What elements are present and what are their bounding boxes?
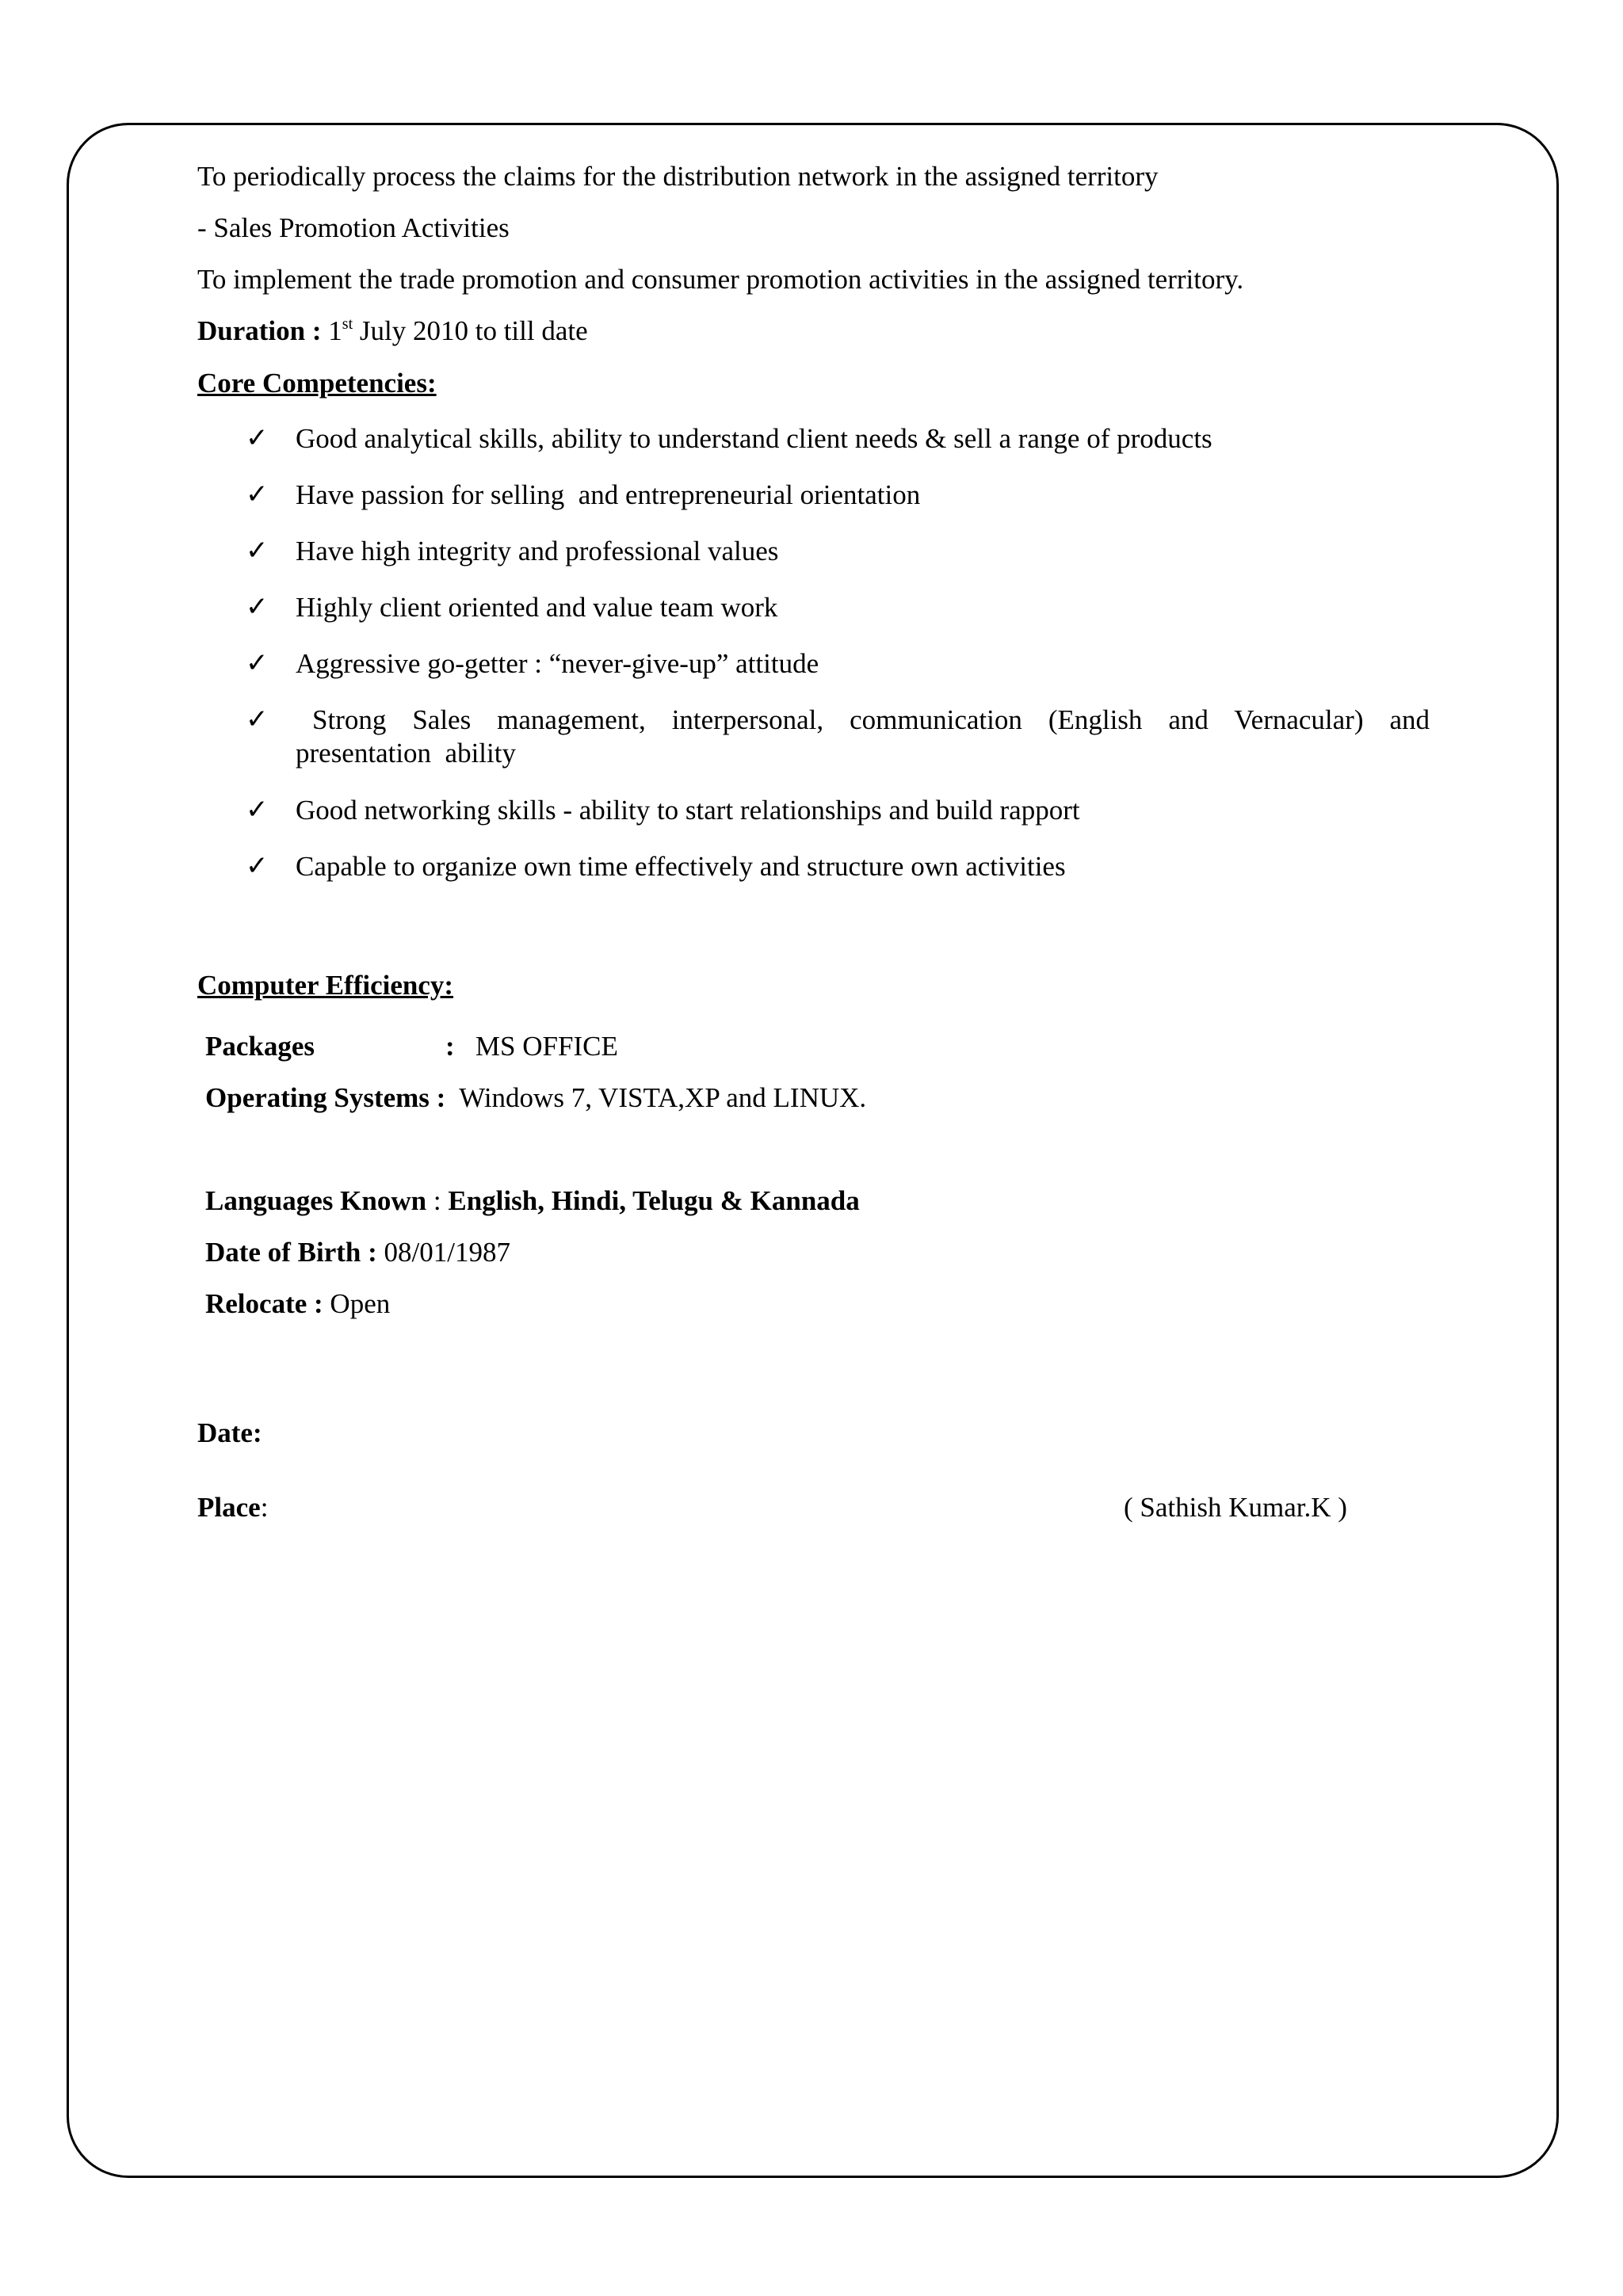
- intro-line-claims: To periodically process the claims for the distribution network in the assigned territory: [197, 161, 1159, 192]
- duration-day: 1: [328, 315, 342, 346]
- packages-value: MS OFFICE: [475, 1031, 618, 1062]
- competency-text: Have high integrity and professional values: [296, 536, 779, 566]
- competency-text: Good analytical skills, ability to understand client needs & sell a range of products: [296, 423, 1212, 454]
- languages-line: [205, 1184, 860, 1218]
- check-icon: ✓: [246, 591, 269, 623]
- check-icon: ✓: [246, 704, 269, 735]
- computer-efficiency-heading: Computer Efficiency:: [197, 970, 454, 1001]
- packages-label: Packages: [205, 1031, 315, 1062]
- date-label: Date:: [197, 1417, 262, 1448]
- place-label: Place: [197, 1492, 261, 1523]
- competency-text: Have passion for selling and entrepreneurial orientation: [296, 479, 921, 510]
- check-icon: ✓: [246, 479, 269, 510]
- check-icon: ✓: [246, 535, 269, 566]
- packages-separator: :: [445, 1031, 455, 1062]
- languages-value: English, Hindi, Telugu & Kannada: [448, 1185, 860, 1216]
- languages-label: Languages Known: [205, 1185, 427, 1216]
- intro-line-trade-promotion: To implement the trade promotion and consumer promotion activities in the assigned territory.: [197, 264, 1244, 295]
- duration-line: [197, 315, 588, 348]
- relocate-line: [205, 1287, 390, 1321]
- duration-value: July 2010 to till date: [359, 315, 588, 346]
- check-icon: ✓: [246, 794, 269, 826]
- check-icon: ✓: [246, 422, 269, 454]
- relocate-value: Open: [330, 1288, 391, 1319]
- check-icon: ✓: [246, 850, 269, 882]
- duration-label: Duration :: [197, 315, 322, 346]
- relocate-label: Relocate :: [205, 1288, 323, 1319]
- competency-text: Strong Sales management, interpersonal, communication (English and Vernacular) and: [312, 704, 1430, 735]
- languages-separator: :: [433, 1185, 441, 1216]
- check-icon: ✓: [246, 647, 269, 679]
- packages-line: [205, 1030, 618, 1063]
- competency-text: Highly client oriented and value team work: [296, 592, 778, 623]
- place-line: [197, 1491, 268, 1524]
- competency-text: Capable to organize own time effectively and structure own activities: [296, 851, 1066, 882]
- signature: ( Sathish Kumar.K ): [1124, 1492, 1347, 1523]
- dob-value: 08/01/1987: [384, 1237, 510, 1268]
- place-separator: :: [260, 1492, 269, 1523]
- dob-label: Date of Birth :: [205, 1237, 377, 1268]
- competency-text: Good networking skills - ability to start relationships and build rapport: [296, 795, 1080, 826]
- competency-text-continuation: presentation ability: [296, 738, 516, 769]
- dob-line: [205, 1236, 510, 1269]
- duration-day-suffix: st: [342, 315, 353, 333]
- os-value: Windows 7, VISTA,XP and LINUX.: [459, 1082, 867, 1113]
- os-line: [205, 1081, 866, 1115]
- os-label: Operating Systems :: [205, 1082, 446, 1113]
- competency-text-block: [296, 704, 1430, 770]
- intro-line-sales-promotion: - Sales Promotion Activities: [197, 212, 510, 243]
- core-competencies-heading: Core Competencies:: [197, 368, 437, 399]
- competency-text: Aggressive go-getter : “never-give-up” attitude: [296, 648, 819, 679]
